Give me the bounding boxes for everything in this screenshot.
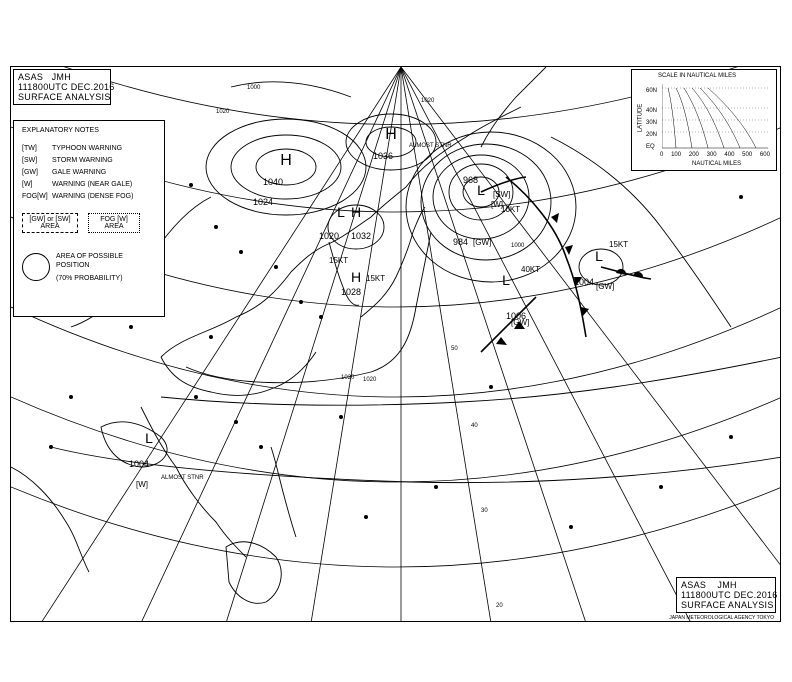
low-984 bbox=[453, 237, 468, 247]
system-pressure: 1040 bbox=[263, 177, 284, 187]
system-pressure: 1024 bbox=[253, 197, 274, 207]
warning-label: [GW] bbox=[596, 282, 615, 291]
station-marker bbox=[194, 395, 198, 399]
scale-x-tick: 600 bbox=[759, 152, 770, 158]
high-1024 bbox=[253, 197, 273, 207]
lat-arc-10 bbox=[11, 487, 781, 567]
system-pressure: 1028 bbox=[341, 287, 362, 297]
scale-x-ticks bbox=[660, 152, 770, 158]
legend-code: FOG[W] bbox=[22, 193, 48, 200]
warning-label: [GW] bbox=[511, 318, 530, 327]
system-note: 15KT bbox=[366, 274, 386, 283]
station-marker bbox=[569, 525, 573, 529]
lon-line bbox=[141, 67, 401, 622]
issuer-code: JMH bbox=[717, 580, 737, 590]
scale-lat-tick: 20N bbox=[646, 132, 658, 138]
system-letter: H bbox=[385, 126, 397, 143]
warning-labels bbox=[136, 190, 614, 489]
legend-area-box-fog bbox=[88, 213, 140, 233]
system-pressure: 1020 bbox=[319, 231, 340, 241]
front-triangle bbox=[496, 337, 507, 345]
analysis-time: 111800UTC DEC.2016 bbox=[18, 82, 115, 92]
legend-label: GALE WARNING bbox=[52, 169, 107, 176]
legend-possible-label: AREA OF POSSIBLE bbox=[56, 253, 123, 260]
front-triangle bbox=[565, 245, 573, 255]
chart-title-block bbox=[13, 69, 115, 105]
scale-curve bbox=[684, 88, 708, 148]
latitude-label: 40 bbox=[471, 423, 478, 429]
station-marker bbox=[189, 183, 193, 187]
probability-circle-icon bbox=[22, 253, 50, 281]
legend-possible-label: (70% PROBABILITY) bbox=[56, 275, 123, 282]
latitude-label: 50 bbox=[451, 346, 458, 352]
legend-item bbox=[22, 193, 133, 200]
issuer-code: JMH bbox=[51, 72, 72, 82]
chart-title: SURFACE ANALYSIS bbox=[681, 600, 774, 610]
system-letter: H bbox=[350, 269, 362, 285]
high-1028 bbox=[341, 269, 385, 297]
station-marker bbox=[214, 225, 218, 229]
low-1006 bbox=[502, 265, 540, 321]
scale-x-label: NAUTICAL MILES bbox=[692, 161, 742, 167]
scale-curve bbox=[700, 88, 740, 148]
station-marker bbox=[339, 415, 343, 419]
legend-label: WARNING (NEAR GALE) bbox=[52, 181, 133, 188]
station-marker bbox=[299, 300, 303, 304]
station-marker bbox=[489, 385, 493, 389]
system-letter: L bbox=[477, 182, 485, 198]
high-1032 bbox=[351, 204, 371, 241]
station-marker bbox=[209, 335, 213, 339]
station-marker bbox=[364, 515, 368, 519]
station-marker bbox=[274, 265, 278, 269]
legend-possible-label: POSITION bbox=[56, 262, 90, 269]
system-letter: H bbox=[280, 152, 292, 169]
pressure-systems bbox=[129, 126, 628, 481]
isobar-label: 1000 bbox=[511, 243, 525, 249]
chart-title-block-bottom bbox=[676, 577, 776, 613]
low-1004-west bbox=[129, 430, 204, 481]
latitude-label: 20 bbox=[496, 603, 503, 609]
system-note: ALMOST STNR bbox=[161, 475, 204, 481]
legend-area-word: AREA bbox=[104, 223, 124, 230]
system-note: ALMOST STNR bbox=[409, 143, 452, 149]
scale-lat-tick: 60N bbox=[646, 88, 658, 94]
system-pressure: 1036 bbox=[373, 151, 394, 161]
chart-title: SURFACE ANALYSIS bbox=[18, 92, 111, 102]
station-marker bbox=[259, 445, 263, 449]
station-marker bbox=[234, 420, 238, 424]
isobar-label: 1020 bbox=[341, 375, 355, 381]
coast-china-south bbox=[161, 352, 316, 395]
low-1004-east bbox=[574, 240, 628, 287]
scale-x-tick: 400 bbox=[724, 152, 735, 158]
system-note: 10KT bbox=[501, 205, 521, 214]
high-1040 bbox=[263, 152, 292, 187]
system-note: 40KT bbox=[521, 265, 541, 274]
legend-label: WARNING (DENSE FOG) bbox=[52, 193, 134, 200]
scale-lat-axis-label: LATITUDE bbox=[637, 103, 644, 133]
isobar-label: 1020 bbox=[421, 98, 435, 104]
fronts bbox=[481, 177, 651, 352]
station-marker bbox=[69, 395, 73, 399]
lat-arc-30 bbox=[11, 307, 781, 397]
legend-item bbox=[22, 157, 113, 164]
legend-area-word: AREA bbox=[40, 223, 60, 230]
explanatory-notes bbox=[13, 120, 165, 317]
legend-item bbox=[22, 145, 122, 152]
scale-title: SCALE IN NAUTICAL MILES bbox=[658, 73, 737, 79]
legend-title: EXPLANATORY NOTES bbox=[22, 127, 99, 134]
system-note: 15KT bbox=[329, 256, 349, 265]
legend-area-box-gale bbox=[22, 213, 78, 233]
station-marker bbox=[129, 325, 133, 329]
legend-area-code: [GW] or [SW] bbox=[29, 216, 71, 223]
warning-label: [W] bbox=[491, 200, 503, 209]
system-pressure: 1004 bbox=[129, 459, 150, 469]
latitude-label: 30 bbox=[481, 508, 488, 514]
system-pressure: 1006 bbox=[506, 311, 527, 321]
station-marker bbox=[729, 435, 733, 439]
legend-code: [GW] bbox=[22, 169, 38, 176]
station-marker bbox=[319, 315, 323, 319]
coast-india bbox=[11, 467, 89, 572]
scale-lines bbox=[662, 84, 768, 148]
agency-code: ASAS bbox=[18, 72, 44, 82]
scale-lat-tick: 30N bbox=[646, 120, 658, 126]
coast-asia bbox=[161, 187, 406, 357]
scale-x-tick: 300 bbox=[706, 152, 717, 158]
scale-lat-tick: 40N bbox=[646, 108, 658, 114]
lon-line bbox=[401, 67, 586, 622]
legend-label: STORM WARNING bbox=[52, 157, 113, 164]
warning-label: [SW] bbox=[493, 190, 511, 199]
legend-code: [W] bbox=[22, 181, 33, 188]
high-1036 bbox=[373, 126, 452, 161]
system-pressure: 968 bbox=[463, 175, 479, 185]
system-letter: L bbox=[595, 248, 603, 264]
scale-curve bbox=[708, 88, 756, 148]
isobar-label: 1000 bbox=[247, 85, 261, 91]
legend-item bbox=[22, 169, 106, 176]
lat-arc-20 bbox=[11, 397, 781, 482]
warning-label: [GW] bbox=[473, 238, 492, 247]
system-pressure: 984 bbox=[453, 237, 469, 247]
legend-label: TYPHOON WARNING bbox=[52, 145, 123, 152]
title-agency-line bbox=[18, 72, 106, 82]
agency-credit: JAPAN METEOROLOGICAL AGENCY TOKYO bbox=[669, 615, 774, 621]
scale-curve bbox=[668, 88, 676, 148]
system-letter: L bbox=[337, 204, 345, 220]
scale-x-tick: 100 bbox=[671, 152, 682, 158]
graticule-labels bbox=[451, 346, 503, 609]
station-marker bbox=[434, 485, 438, 489]
front-triangle bbox=[551, 213, 559, 223]
agency-code: ASAS bbox=[681, 580, 707, 590]
system-letter: L bbox=[502, 272, 510, 288]
scale-curve bbox=[692, 88, 724, 148]
scale-curve bbox=[676, 88, 692, 148]
system-pressure: 1004 bbox=[574, 277, 595, 287]
isobar-label: 1020 bbox=[216, 109, 230, 115]
coast-indochina bbox=[141, 407, 246, 557]
scale-curves bbox=[662, 84, 770, 150]
station-marker bbox=[739, 195, 743, 199]
scale-x-tick: 500 bbox=[742, 152, 753, 158]
station-marker bbox=[239, 250, 243, 254]
station-marker bbox=[49, 445, 53, 449]
scale-x-tick: 200 bbox=[688, 152, 699, 158]
legend-code: [TW] bbox=[22, 145, 37, 152]
legend-area-code: FOG [W] bbox=[100, 216, 128, 223]
coast-kamchatka bbox=[481, 67, 546, 147]
system-letter: L bbox=[145, 430, 153, 446]
weather-chart bbox=[10, 66, 781, 622]
legend-item bbox=[22, 181, 132, 188]
analysis-time: 111800UTC DEC.2016 bbox=[681, 590, 778, 600]
scale-lat-tick: EQ bbox=[646, 144, 655, 150]
nautical-mile-scale bbox=[631, 69, 777, 171]
warm-front-east bbox=[601, 267, 651, 279]
system-letter: H bbox=[350, 204, 362, 220]
legend-code: [SW] bbox=[22, 157, 38, 164]
coast-japan bbox=[361, 207, 425, 317]
coast-philippines bbox=[271, 447, 296, 537]
scale-x-tick: 0 bbox=[660, 152, 664, 158]
coast-borneo bbox=[226, 542, 281, 604]
station-marker bbox=[659, 485, 663, 489]
isobar-label: 1020 bbox=[363, 377, 377, 383]
title-agency-line bbox=[681, 580, 771, 590]
warning-label: [W] bbox=[136, 480, 148, 489]
system-note: 15KT bbox=[609, 240, 629, 249]
system-pressure: 1032 bbox=[351, 231, 372, 241]
